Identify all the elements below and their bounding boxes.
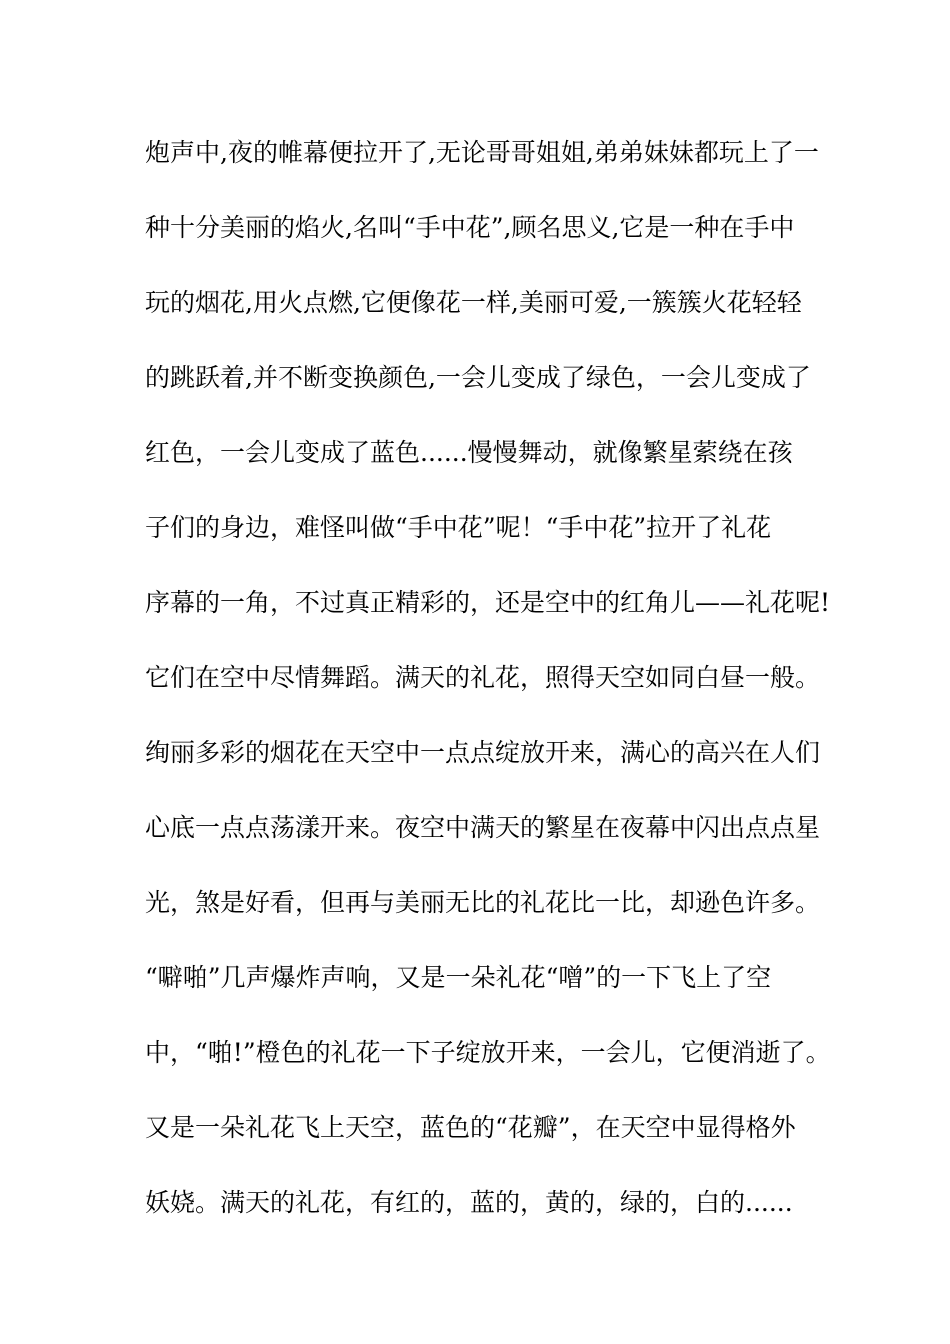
text-line-8: 它们在空中尽情舞蹈。满天的礼花，照得天空如同白昼一般。 [145, 663, 821, 692]
text-line-3: 玩的烟花,用火点燃,它便像花一样,美丽可爱,一簇簇火花轻轻 [145, 288, 802, 317]
text-line-6: 子们的身边，难怪叫做“手中花”呢！“手中花”拉开了礼花 [145, 513, 772, 542]
text-line-10: 心底一点点荡漾开来。夜空中满天的繁星在夜幕中闪出点点星 [145, 813, 821, 842]
text-line-4: 的跳跃着,并不断变换颜色,一会儿变成了绿色，一会儿变成了 [145, 363, 811, 392]
body-text [145, 128, 845, 1253]
text-line-1: 炮声中,夜的帷幕便拉开了,无论哥哥姐姐,弟弟妹妹都玩上了一 [145, 138, 819, 167]
text-line-15: 妖娆。满天的礼花，有红的，蓝的，黄的，绿的，白的...... [145, 1188, 793, 1217]
text-line-12: “噼啪”几声爆炸声响，又是一朵礼花“噌”的一下飞上了空 [145, 963, 772, 992]
text-line-2: 种十分美丽的焰火,名叫“手中花”,顾名思义,它是一种在手中 [145, 213, 795, 242]
text-line-5: 红色，一会儿变成了蓝色......慢慢舞动，就像繁星萦绕在孩 [145, 438, 793, 467]
text-line-14: 又是一朵礼花飞上天空，蓝色的“花瓣”，在天空中显得格外 [145, 1113, 796, 1142]
text-line-13: 中，“啪!”橙色的礼花一下子绽放开来，一会儿，它便消逝了。 [145, 1038, 831, 1067]
text-line-9: 绚丽多彩的烟花在天空中一点点绽放开来，满心的高兴在人们 [145, 738, 821, 767]
text-line-11: 光，煞是好看，但再与美丽无比的礼花比一比，却逊色许多。 [145, 888, 821, 917]
text-line-7: 序幕的一角，不过真正精彩的，还是空中的红角儿——礼花呢! [145, 588, 831, 617]
